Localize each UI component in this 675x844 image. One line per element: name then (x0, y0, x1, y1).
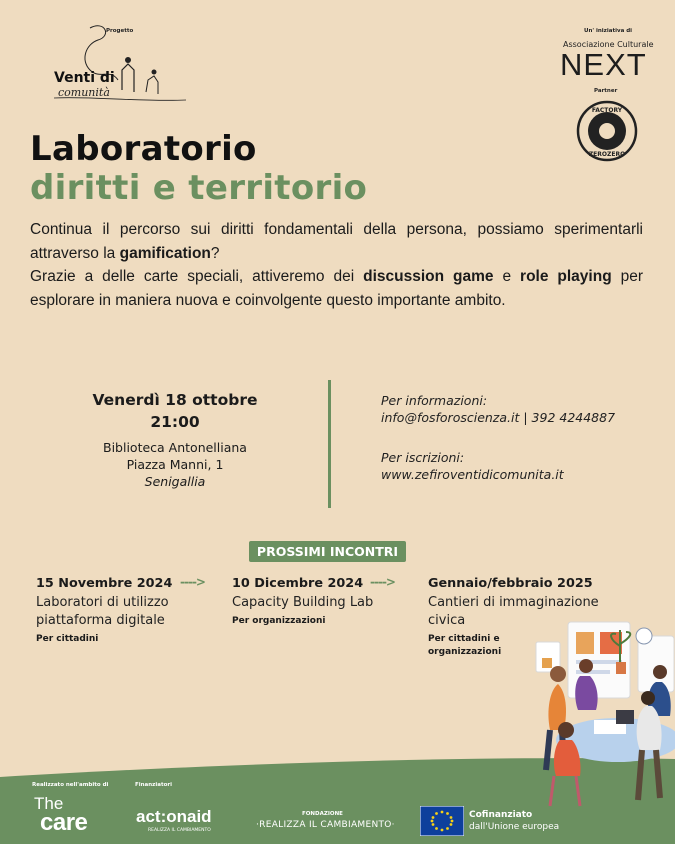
initiative-label: Un' iniziativa di (584, 28, 633, 34)
team-illustration (520, 600, 675, 810)
event-address: Piazza Manni, 1 (126, 457, 224, 472)
thecare-logo-top: The (34, 794, 64, 813)
meeting-item: 15 Novembre 2024 Laboratori di utilizzo piattaforma digitale Per cittadini (36, 576, 173, 644)
arrow-icon: ----> (180, 575, 205, 589)
event-city: Senigallia (144, 474, 206, 489)
svg-text:FACTORY: FACTORY (591, 107, 623, 114)
actionaid-logo: act:onaid (136, 807, 212, 826)
vertical-divider (328, 380, 331, 508)
upcoming-badge: PROSSIMI INCONTRI (249, 541, 406, 562)
eu-flag-icon (420, 806, 464, 836)
association-name: Associazione Culturale (563, 40, 654, 49)
fondazione-label: FONDAZIONE (302, 811, 343, 817)
realizzato-label: Realizzato nell'ambito di (32, 782, 109, 788)
svg-text:ZEROZERO: ZEROZERO (588, 151, 626, 158)
page-subtitle: diritti e territorio (30, 168, 368, 208)
info-block (381, 392, 615, 483)
project-logo-script: comunità (58, 86, 110, 99)
event-venue: Biblioteca Antonelliana (103, 440, 247, 455)
meeting-item: Gennaio/febbraio 2025 Cantieri di immaginazione civica Per cittadini e organizzazioni (428, 576, 599, 657)
finanziatori-label: Finanziatori (135, 782, 172, 788)
event-date: Venerdì 18 ottobre (92, 391, 258, 409)
partner-label: Partner (594, 88, 618, 94)
arrow-icon: ----> (370, 575, 395, 589)
meeting-item: 10 Dicembre 2024 Capacity Building Lab Per organizzazioni (232, 576, 374, 626)
event-details (70, 391, 280, 490)
eu-line-2: dall'Unione europea (469, 822, 560, 832)
eu-line-1: Cofinanziato (469, 810, 533, 820)
registration-link[interactable]: www.zefiroventidicomunita.it (381, 467, 564, 482)
info-label: Per informazioni: (381, 393, 488, 408)
factory-zerozero-logo (576, 100, 638, 162)
project-logo-title: Venti di (54, 70, 115, 86)
event-time: 21:00 (150, 413, 200, 431)
page-title: Laboratorio (30, 129, 257, 169)
next-logo: NEXT (560, 47, 647, 82)
intro-text: Continua il percorso sui diritti fondamentali della persona, possiamo sperimentarli attraverso la gamification? Grazie a delle carte speciali, attiveremo dei discussion game e role playing per esplorare in maniera nuova e coinvolgente questo importante ambito. (30, 221, 643, 309)
fondazione-name: ·REALIZZA IL CAMBIAMENTO· (256, 820, 395, 830)
info-contact-link[interactable]: info@fosforoscienza.it | 392 4244887 (381, 410, 616, 425)
progetto-label: Progetto (106, 28, 134, 34)
thecare-logo-bottom: care (40, 809, 88, 836)
registration-label: Per iscrizioni: (381, 450, 465, 465)
actionaid-tagline: REALIZZA IL CAMBIAMENTO (148, 828, 211, 833)
